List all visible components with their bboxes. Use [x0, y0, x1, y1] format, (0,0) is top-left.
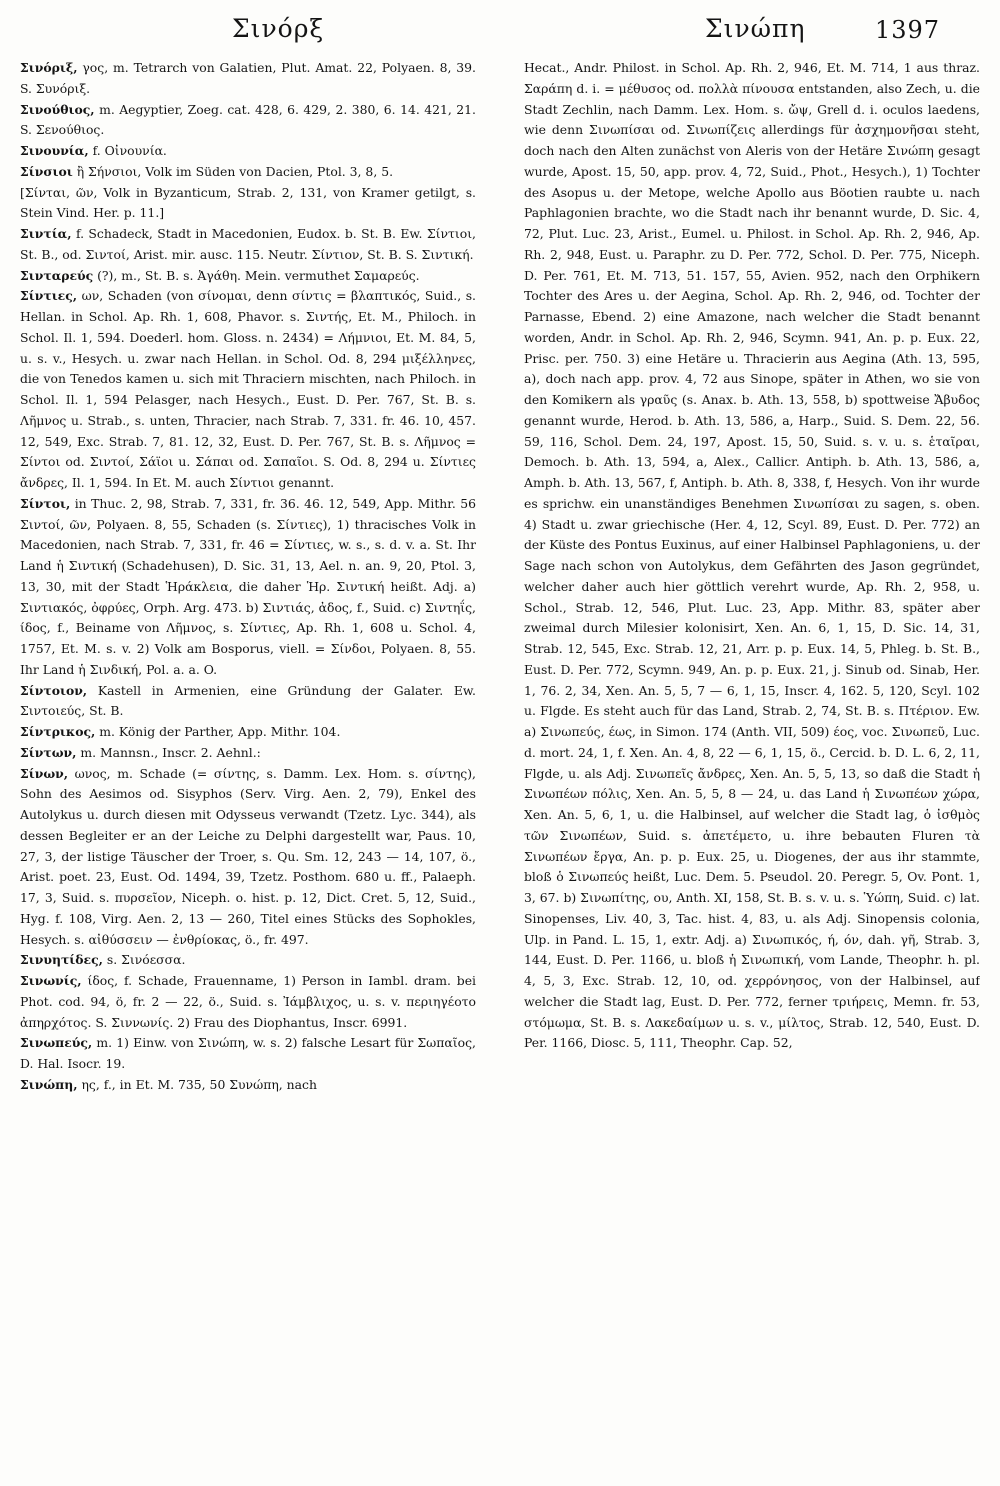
entry-text: ωνος, m. Schade (= σίντης, s. Damm. Lex. Hom. s. σίντης), Sohn des Aesimos od. Sisyphos (Serv. Virg. Aen. 2, 79), Enkel des Autolykus u. durch diesen mit Odysseus verwandt (Tzetz. Lyc. 344), als dessen Begleiter er an der Leiche zu Delphi dargestellt war, Paus. 10, 27, 3, der listige Täuscher der Troer, s. Qu. Sm. 12, 243 — 14, 107, ö., Arist. poet. 23, Eust. Od. 1494, 39, Tzetz. Posthom. 680 u. ff., Palaeph. 17, 3, Suid. s. πυρσεῖον, Niceph. o. hist. p. 12, Dict. Cret. 5, 12, Suid., Hyg. f. 108, Virg. Aen. 2, 13 — 260, Titel eines Stücks des Sophokles, Hesych. s. αἰθύσσειν — ἐνθρίοκας, ö., fr. 497. [20, 765, 476, 947]
dictionary-entry [20, 100, 476, 142]
entry-headword: Σίνων, [20, 765, 69, 781]
page-header [0, 10, 1000, 50]
entry-text: m. 1) Einw. von Σινώπη, w. s. 2) falsche Lesart für Σωπαῖος, D. Hal. Isocr. 19. [20, 1035, 476, 1071]
entry-text: in Thuc. 2, 98, Strab. 7, 331, fr. 36. 46. 12, 549, App. Mithr. 56 Σιντοί, ῶν, Polyaen. 8, 55, Schaden (s. Σίντιες), 1) thracisches Volk in Macedonien, nach Strab. 7, 331, fr. 46 = Σίντιες, w. s., s. d. v. a. St. Ihr Land ἡ Σιντική (Schadehusen), D. Sic. 31, 13, Ael. n. an. 9, 20, Ptol. 3, 13, 30, mit der Stadt Ἡράκλεια, die daher Ἡρ. Σιντική heißt. Adj. a) Σιντιακός, ὀφρύες, Orph. Arg. 473. b) Σιντιάς, ἀδος, f., Suid. c) Σιντηΐς, ίδος, f., Beiname von Λῆμνος, s. Σίντιες, Ap. Rh. 1, 608 u. Schol. 4, 1757, Et. M. s. v. 2) Volk am Bosporus, viell. = Σίνδοι, Polyaen. 8, 55. Ihr Land ἡ Σινδική, Pol. a. a. O. [20, 495, 476, 677]
dictionary-entry [20, 950, 476, 971]
entry-headword: Σινώπη, [20, 1076, 78, 1092]
entry-headword: Σινούθιος, [20, 101, 95, 117]
entry-text: ων, Schaden (von σίνομαι, denn σίντις = βλαπτικός, Suid., s. Hellan. in Schol. Ap. Rh. 1, 608, Phavor. s. Σιντής, Et. M., Philoch. in Schol. Il. 1, 594. Doederl. hom. Gloss. n. 2434) = Λήμνιοι, Et. M. 84, 5, u. s. v., Hesych. u. zwar nach Hellan. in Schol. Od. 8, 294 μιξέλληνες, die von Tenedos kamen u. sich mit Thraciern mischten, nach Philoch. in Schol. Il. 1, 594 Pelasger, nach Hesych., Eust. D. Per. 767, St. B. s. Λῆμνος u. Strab., s. unten, Thracier, nach Strab. 7, 331. fr. 46. 10, 457. 12, 549, Exc. Strab. 7, 81. 12, 32, Eust. D. Per. 767, St. B. s. Λῆμνος = Σίντοι od. Σιντοί, Σάϊοι u. Σάπαι od. Σαπαῖοι. S. Od. 8, 294 u. Σίντιες ἄνδρες, Il. 1, 594. In Et. M. auch Σίντιοι genannt. [20, 288, 476, 490]
dictionary-entry [524, 58, 980, 1054]
right-column [524, 58, 980, 1476]
dictionary-entry [20, 266, 476, 287]
entry-text: Hecat., Andr. Philost. in Schol. Ap. Rh. 2, 946, Et. M. 714, 1 aus thraz. Σαράπη d. i. = μέθυσος od. πολλὰ πίνουσα entstanden, also Zech, u. die Stadt Zechlin, nach Damm. Lex. Hom. s. ὤψ, Grell d. i. oculos laedens, wie denn Σινωπίσαι od. Σινωπίζεις allerdings für ἀσχημονῆσαι steht, doch nach den Alten zunächst von Aleris von der Hetäre Σινώπη gesagt wurde, Apost. 15, 50, app. prov. 4, 72, Suid., Phot., Hesych.), 1) Tochter des Asopus u. der Metope, welche Apollo aus Böotien raubte u. nach Paphlagonien brachte, wo die Stadt nach ihr benannt wurde, D. Sic. 4, 72, Plut. Luc. 23, Arist., Eumel. u. Philost. in Schol. Ap. Rh. 2, 946, Ap. Rh. 2, 948, Eust. u. Paraphr. zu D. Per. 772, Schol. D. Per. 775, Niceph. D. Per. 761, Et. M. 713, 51. 157, 55, Avien. 952, nach den Orphikern Tochter des Ares u. der Aegina, Schol. Ap. Rh. 2, 946, od. Tochter der Parnasse, Ebend. 2) eine Amazone, nach welcher die Stadt benannt worden, Andr. in Schol. Ap. Rh. 2, 946, Scymn. 941, An. p. p. Eux. 22, Prisc. per. 750. 3) eine Hetäre u. Thracierin aus Aegina (Ath. 13, 595, a), doch nach app. prov. 4, 72 aus Sinope, später in Athen, wo sie von den Komikern als γραῦς (s. Anax. b. Ath. 13, 558, b) spottweise Ἄβυδος genannt wurde, Herod. b. Ath. 13, 586, a, Harp., Suid. S. Dem. 22, 56. 59, 116, Schol. Dem. 24, 197, Apost. 15, 50, Suid. s. v. u. s. ἑταῖραι, Democh. b. Ath. 13, 594, a, Alex., Callicr. Antiph. b. Ath. 13, 586, a, Amph. b. Ath. 13, 567, f, Antiph. b. Ath. 8, 338, f, Hesych. Von ihr wurde es sprichw. ein unanständiges Benehmen Σινωπίσαι zu sagen, s. oben. 4) Stadt u. zwar griechische (Her. 4, 12, Scyl. 89, Eust. D. Per. 772) an der Küste des Pontus Euxinus, auf einer Halbinsel Paphlagoniens, u. der Sage nach schon von Autolykus, dem Gefährten des Jason gegründet, welcher daher auch hier göttlich verehrt wurde, Ap. Rh. 2, 958, u. Schol., Strab. 12, 546, Plut. Luc. 23, App. Mithr. 83, später aber zweimal durch Milesier kolonisirt, Xen. An. 6, 1, 15, D. Sic. 14, 31, Strab. 12, 545, Exc. Strab. 12, 21, Arr. p. p. Eux. 14, 5, Phleg. b. St. B., Eust. D. Per. 772, Scymn. 949, An. p. p. Eux. 21, j. Sinub od. Sinab, Her. 1, 76. 2, 34, Xen. An. 5, 5, 7 — 6, 1, 15, Inscr. 4, 162. 5, 120, Scyl. 102 u. Flgde. Es steht auch für das Land, Strab. 2, 74, St. B. s. Πτέριον. Ew. a) Σινωπεύς, έως, in Simon. 174 (Anth. VII, 509) έος, voc. Σινωπεῦ, Luc. d. mort. 24, 1, f. Xen. An. 4, 8, 22 — 6, 1, 15, ö., Cercid. b. D. L. 6, 2, 11, Flgde, u. als Adj. Σινωπεῖς ἄνδρες, Xen. An. 5, 5, 13, so daß die Stadt ἡ Σινωπέων πόλις, Xen. An. 5, 5, 8 — 24, u. das Land ἡ Σινωπέων χώρα, Xen. An. 5, 6, 1, u. die Halbinsel, auf welcher die Stadt lag, ὁ ἰσθμὸς τῶν Σινωπέων, Suid. s. ἀπετέμετο, u. ihre bebauten Fluren τὰ Σινωπέων ἔργα, An. p. p. Eux. 25, u. Diogenes, der aus ihr stammte, bloß ὁ Σινωπεύς heißt, Luc. Dem. 5. Pseudol. 20. Peregr. 5, Ov. Pont. 1, 3, 67. b) Σινωπίτης, ου, Anth. XI, 158, St. B. s. v. u. s. Ὑώπη, Suid. c) lat. Sinopenses, Liv. 40, 3, Tac. hist. 4, 83, u. als Adj. Sinopensis colonia, Ulp. in Pand. L. 15, 1, extr. Adj. a) Σινωπικός, ή, όν, dah. γῆ, Strab. 3, 144, Eust. D. Per. 1166, u. bloß ἡ Σινωπική, vom Lande, Theophr. h. pl. 4, 5, 3, Exc. Strab. 12, 10, od. χερρόνησος, von der Halbinsel, auf welcher die Stadt lag, Eust. D. Per. 772, ferner τριήρεις, Memn. fr. 53, στόμωμα, St. B. s. Λακεδαίμων u. s. v., μίλτος, Strab. 12, 540, Eust. D. Per. 1166, Diosc. 5, 111, Theophr. Cap. 52, [524, 60, 980, 1051]
entry-text: Kastell in Armenien, eine Gründung der Galater. Ew. Σιντοιεύς, St. B. [20, 682, 476, 719]
dictionary-entry [20, 286, 476, 494]
entry-headword: Σινωπεύς, [20, 1035, 93, 1051]
entry-text: ης, f., in Et. M. 735, 50 Συνώπη, nach [77, 1076, 317, 1092]
entry-headword: Σίνσιοι [20, 163, 73, 179]
left-column [20, 58, 476, 1476]
dictionary-entry [20, 162, 476, 183]
entry-text: m. Aegyptier, Zoeg. cat. 428, 6. 429, 2. 380, 6. 14. 421, 21. S. Σενούθιος. [20, 101, 476, 138]
entry-text: s. Σινόεσσα. [102, 952, 186, 968]
right-running-headword: Σινώπη [705, 14, 806, 43]
page-number: 1397 [875, 16, 941, 44]
entry-headword: Σινουνία, [20, 143, 89, 158]
dictionary-entry [20, 224, 476, 266]
left-running-headword: Σινόρξ [232, 14, 325, 43]
entry-headword: Σινταρεύς [20, 267, 94, 283]
entry-headword: Σίντιες, [20, 288, 78, 304]
entry-headword: Σινυητίδες, [20, 952, 103, 968]
entry-headword: Σίντοιον, [20, 682, 88, 698]
dictionary-entry [20, 722, 476, 743]
entry-text: (?), m., St. B. s. Ἀγάθη. Mein. vermuthet Σαμαρεύς. [93, 267, 420, 283]
entry-text: ίδος, f. Schade, Frauenname, 1) Person in Iambl. dram. bei Phot. cod. 94, ö, fr. 2 — 22, ö., Suid. s. Ἰάμβλιχος, u. s. v. περιηγέοτο ἀπηρχότος. S. Σιννωνίς. 2) Frau des Diophantus, Inscr. 6991. [20, 973, 476, 1030]
entry-headword: Σινωνίς, [20, 973, 82, 988]
entry-text: [Σίνται, ῶν, Volk in Byzanticum, Strab. 2, 131, von Kramer getilgt, s. Stein Vind. Her. p. 11.] [20, 184, 476, 221]
dictionary-entry [20, 971, 476, 1033]
entry-headword: Σίντων, [20, 744, 77, 760]
entry-text: ἢ Σήνσιοι, Volk im Süden von Dacien, Ptol. 3, 8, 5. [72, 163, 394, 179]
dictionary-entry [20, 743, 476, 764]
dictionary-entry [20, 1075, 476, 1096]
entry-headword: Σινόριξ, [20, 60, 78, 75]
dictionary-entry [20, 183, 476, 225]
entry-text: γος, m. Tetrarch von Galatien, Plut. Amat. 22, Polyaen. 8, 39. S. Συνόριξ. [20, 60, 476, 96]
entry-text: f. Schadeck, Stadt in Macedonien, Eudox. b. St. B. Ew. Σίντιοι, St. B., od. Σιντοί, Arist. mir. ausc. 115. Neutr. Σίντιον, St. B. S. Σιντική. [20, 226, 476, 262]
dictionary-entry [20, 141, 476, 162]
entry-headword: Σίντρικος, [20, 724, 96, 739]
entry-text: f. Οἰνουνία. [88, 143, 167, 158]
entry-text: m. König der Parther, App. Mithr. 104. [95, 724, 341, 739]
dictionary-entry [20, 764, 476, 951]
entry-text: m. Mannsn., Inscr. 2. Aehnl.: [76, 744, 261, 760]
dictionary-entry [20, 58, 476, 100]
dictionary-entry [20, 1033, 476, 1075]
dictionary-entry [20, 681, 476, 723]
entry-headword: Σίντοι, [20, 495, 71, 511]
dictionary-entry [20, 494, 476, 681]
entry-headword: Σιντία, [20, 226, 72, 241]
